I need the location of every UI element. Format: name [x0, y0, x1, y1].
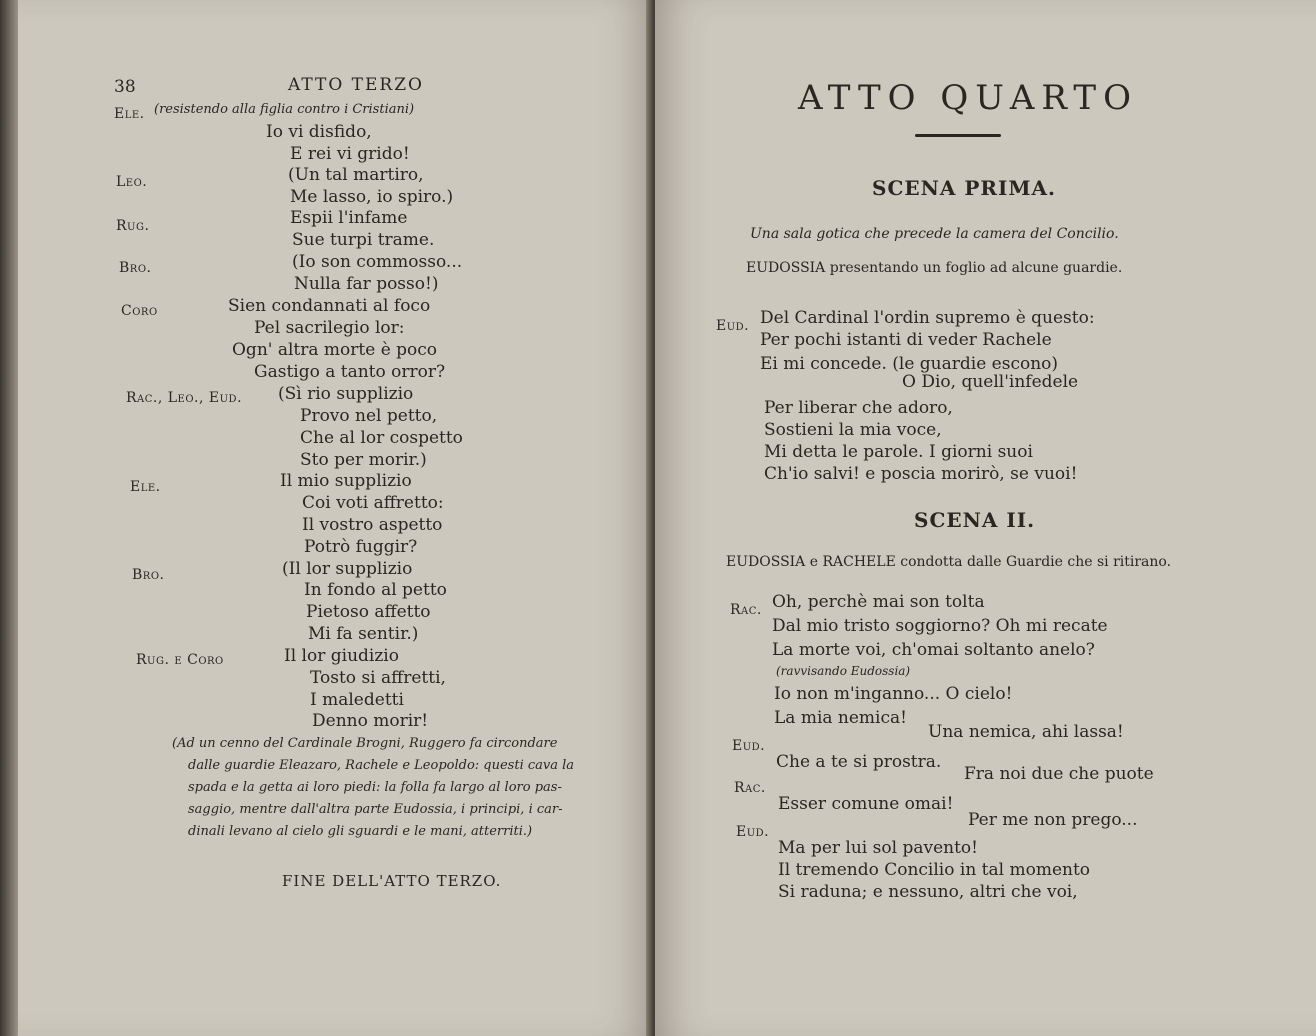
verse-line: Che a te si prostra.	[776, 752, 942, 772]
verse-line: Il vostro aspetto	[302, 515, 443, 535]
scene-direction: EUDOSSIA e RACHELE condotta dalle Guardie che si ritirano.	[726, 554, 1172, 570]
verse-line: Potrò fuggir?	[304, 537, 418, 557]
verse-line: Nulla far posso!)	[294, 274, 439, 294]
stage-direction-line: saggio, mentre dall'altra parte Eudossia, i principi, i car-	[188, 802, 563, 817]
speaker-label: Ele.	[130, 479, 161, 495]
verse-line: Pel sacrilegio lor:	[254, 318, 405, 338]
stage-direction-line: spada e la getta ai loro piedi: la folla fa largo al loro pas-	[188, 780, 562, 795]
verse-line: (Io son commosso...	[292, 252, 463, 272]
scene-direction: EUDOSSIA presentando un foglio ad alcune guardie.	[746, 260, 1123, 276]
verse-line: Per pochi istanti di veder Rachele	[760, 330, 1052, 350]
verse-line: Per liberar che adoro,	[764, 398, 953, 418]
verse-line: La morte voi, ch'omai soltanto anelo?	[772, 640, 1095, 660]
verse-line: Gastigo a tanto orror?	[254, 362, 446, 382]
verse-line: Una nemica, ahi lassa!	[928, 722, 1124, 742]
verse-line: (Un tal martiro,	[288, 165, 424, 185]
verse-line: Per me non prego...	[968, 810, 1138, 830]
verse-line: Sostieni la mia voce,	[764, 420, 942, 440]
scene-setting: Una sala gotica che precede la camera del Concilio.	[750, 226, 1119, 242]
verse-line: Il mio supplizio	[280, 471, 412, 491]
verse-line: Io non m'inganno... O cielo!	[774, 684, 1013, 704]
speaker-label: Rac.	[730, 602, 762, 618]
stage-direction-inline: (resistendo alla figlia contro i Cristiani)	[154, 102, 415, 117]
speaker-label: Leo.	[116, 174, 148, 190]
verse-line: Sto per morir.)	[300, 450, 427, 470]
verse-line: Ma per lui sol pavento!	[778, 838, 978, 858]
verse-line: Che al lor cospetto	[300, 428, 463, 448]
scene-title: SCENA PRIMA.	[872, 176, 1057, 200]
verse-line: La mia nemica!	[774, 708, 907, 728]
speaker-label: Rug.	[116, 218, 150, 234]
verse-line: (Il lor supplizio	[282, 559, 413, 579]
verse-line: Espii l'infame	[290, 208, 408, 228]
verse-line: Me lasso, io spiro.)	[290, 187, 454, 207]
running-head: ATTO TERZO	[288, 75, 424, 95]
verse-line: Si raduna; e nessuno, altri che voi,	[778, 882, 1078, 902]
verse-line: Esser comune omai!	[778, 794, 954, 814]
stage-direction-inline: (ravvisando Eudossia)	[776, 664, 911, 678]
speaker-label: Eud.	[716, 318, 750, 334]
speaker-label: Rug. e Coro	[136, 652, 224, 668]
speaker-label: Coro	[121, 303, 158, 319]
page-number: 38	[114, 77, 136, 97]
verse-line: Mi detta le parole. I giorni suoi	[764, 442, 1033, 462]
act-title: ATTO QUARTO	[798, 78, 1138, 118]
stage-direction-line: dalle guardie Eleazaro, Rachele e Leopoldo: questi cava la	[188, 758, 575, 773]
verse-line: Tosto si affretti,	[310, 668, 446, 688]
verse-line: Ch'io salvi! e poscia morirò, se vuoi!	[764, 464, 1078, 484]
verse-line: Sien condannati al foco	[228, 296, 431, 316]
speaker-label: Ele.	[114, 106, 145, 122]
verse-line: Del Cardinal l'ordin supremo è questo:	[760, 308, 1095, 328]
verse-line: Ogn' altra morte è poco	[232, 340, 438, 360]
verse-line: Dal mio tristo soggiorno? Oh mi recate	[772, 616, 1108, 636]
verse-line: Provo nel petto,	[300, 406, 438, 426]
stage-direction-line: (Ad un cenno del Cardinale Brogni, Ruggero fa circondare	[172, 736, 558, 751]
verse-line: In fondo al petto	[304, 580, 447, 600]
verse-line: Pietoso affetto	[306, 602, 431, 622]
verse-line: E rei vi grido!	[290, 144, 410, 164]
speaker-label: Bro.	[132, 567, 165, 583]
speaker-label: Rac.	[734, 780, 766, 796]
verse-line: Oh, perchè mai son tolta	[772, 592, 985, 612]
speaker-label: Eud.	[732, 738, 766, 754]
verse-line: Fra noi due che puote	[964, 764, 1154, 784]
speaker-label: Eud.	[736, 824, 770, 840]
speaker-label: Bro.	[119, 260, 152, 276]
verse-line: Il lor giudizio	[284, 646, 399, 666]
left-page	[18, 0, 652, 1036]
verse-line: Io vi disfido,	[266, 122, 372, 142]
book-left-edge	[0, 0, 18, 1036]
stage-direction-line: dinali levano al cielo gli sguardi e le mani, atterriti.)	[188, 824, 533, 839]
verse-line: Denno morir!	[312, 711, 429, 731]
verse-line: Mi fa sentir.)	[308, 624, 419, 644]
verse-line: (Sì rio supplizio	[278, 384, 414, 404]
scene-title: SCENA II.	[914, 508, 1036, 532]
verse-line: Il tremendo Concilio in tal momento	[778, 860, 1091, 880]
verse-line: O Dio, quell'infedele	[902, 372, 1079, 392]
ornamental-rule	[915, 134, 1001, 137]
speaker-label: Rac., Leo., Eud.	[126, 390, 243, 406]
verse-line: Ei mi concede. (le guardie escono)	[760, 354, 1059, 374]
verse-line: I maledetti	[310, 690, 404, 710]
end-of-act-note: FINE DELL'ATTO TERZO.	[282, 872, 502, 890]
verse-line: Coi voti affretto:	[302, 493, 444, 513]
verse-line: Sue turpi trame.	[292, 230, 435, 250]
